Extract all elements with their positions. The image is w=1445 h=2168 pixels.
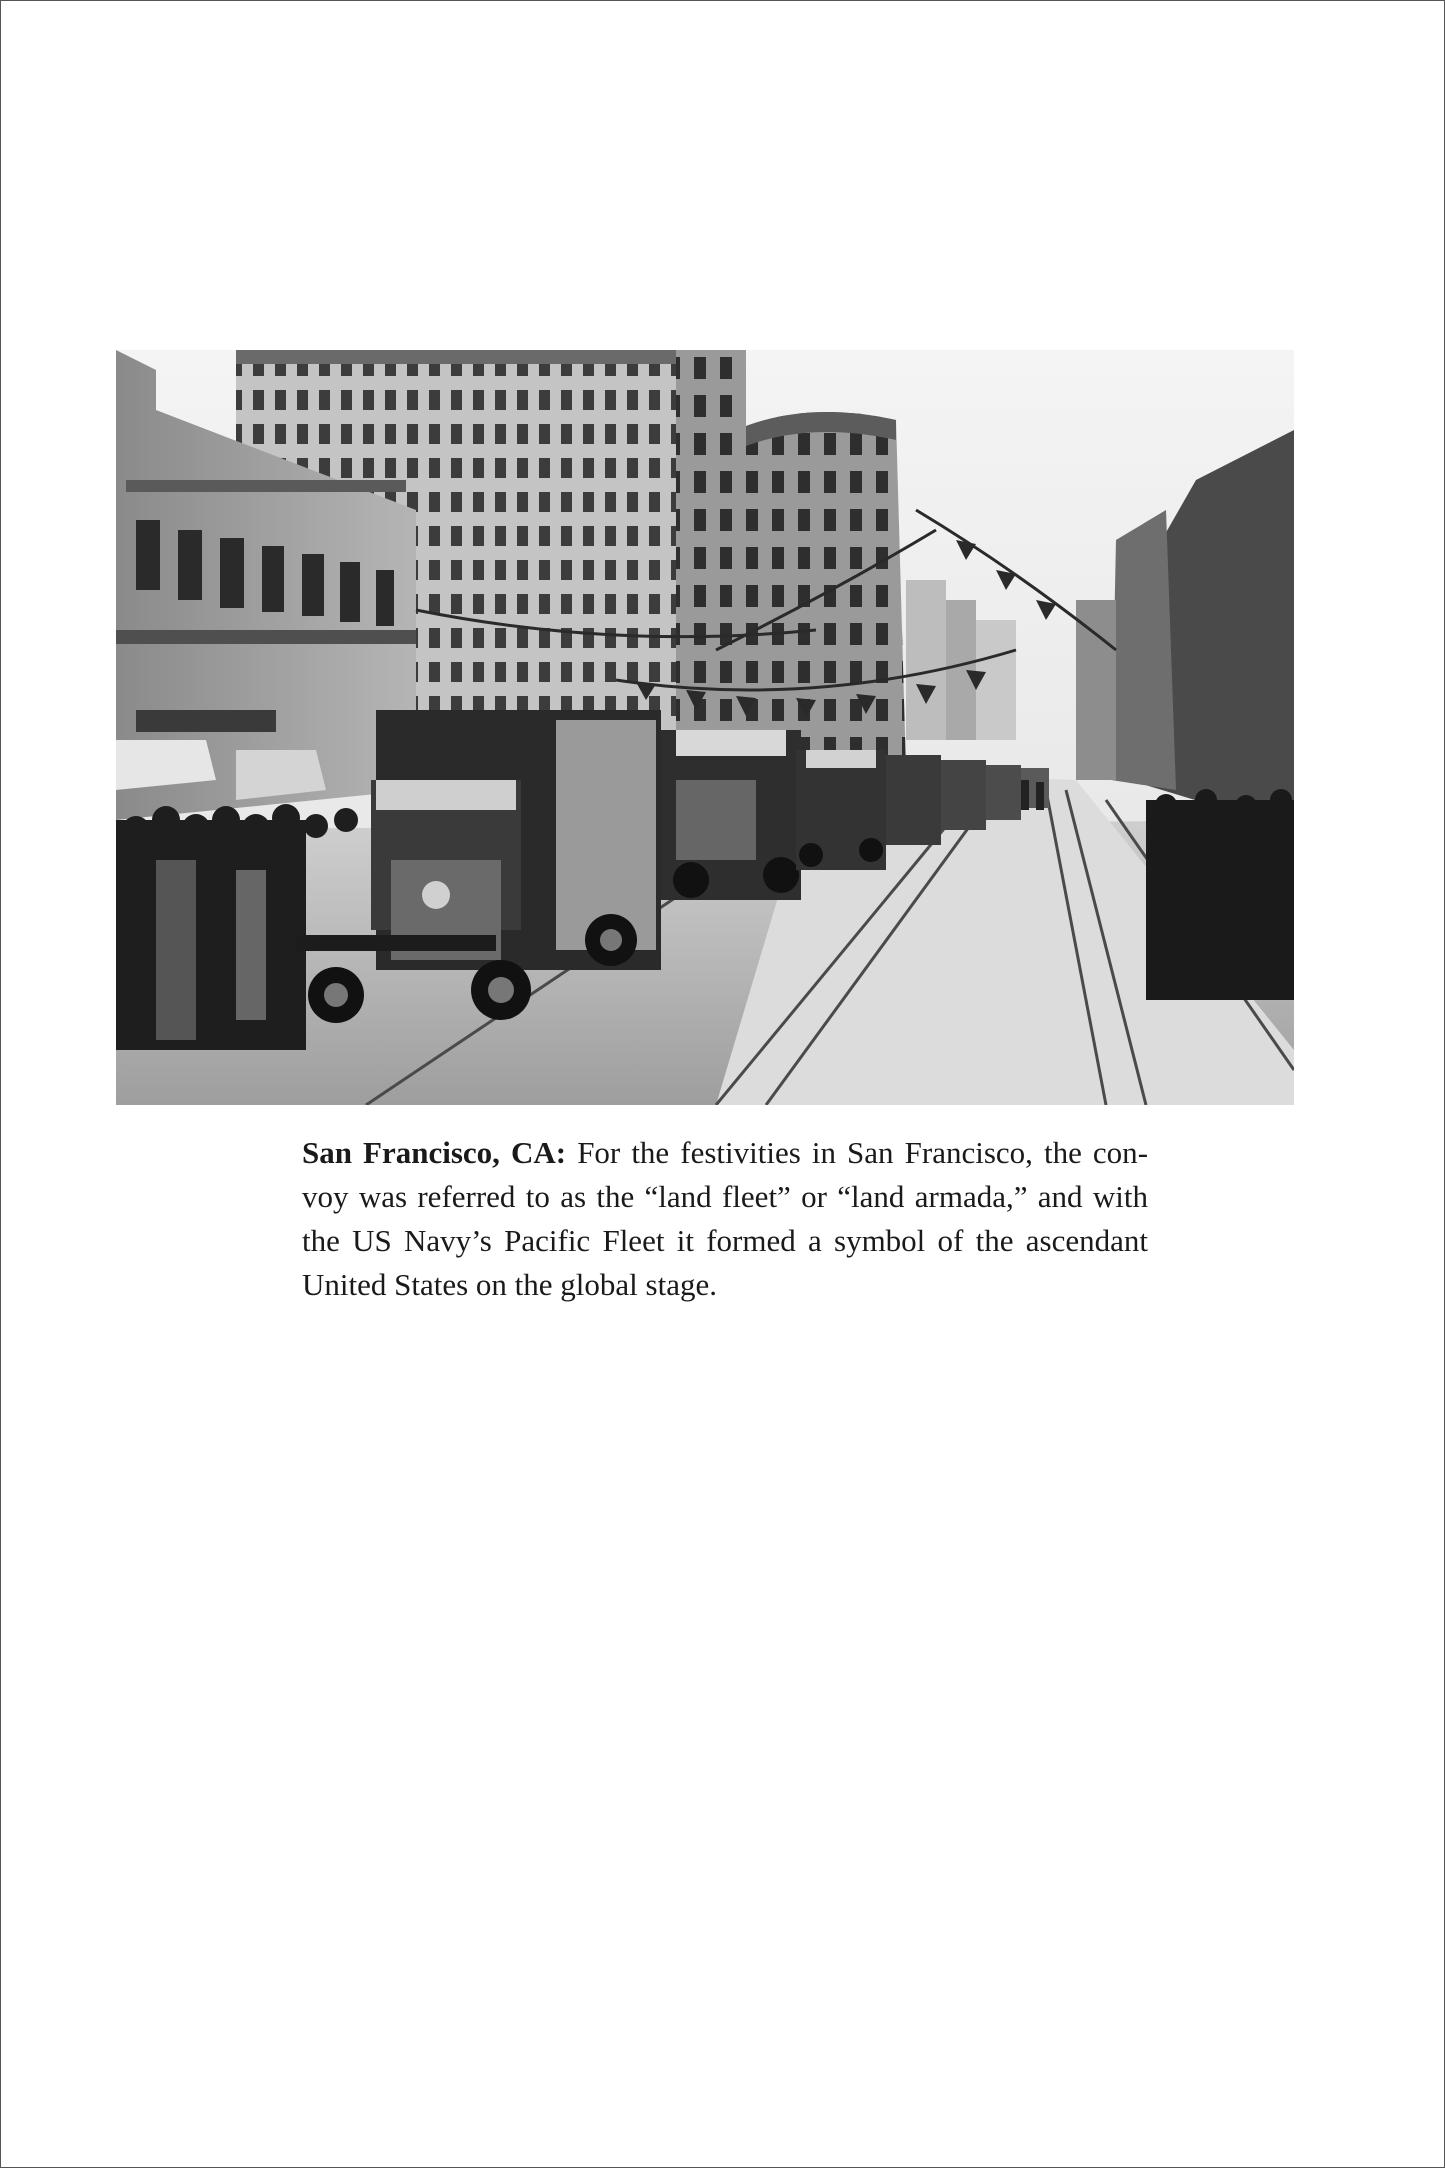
historical-photo <box>116 350 1294 1105</box>
photo-caption <box>302 1131 1148 1307</box>
caption-text: For the festivities in San Francisco, the convoy was referred to as the “land fleet” or “land armada,” and with the US Navy’s Pacific Fleet it formed a symbol of the ascendant United States on the global stage. <box>302 1135 1149 1302</box>
caption-location: San Francisco, CA: <box>302 1135 567 1170</box>
